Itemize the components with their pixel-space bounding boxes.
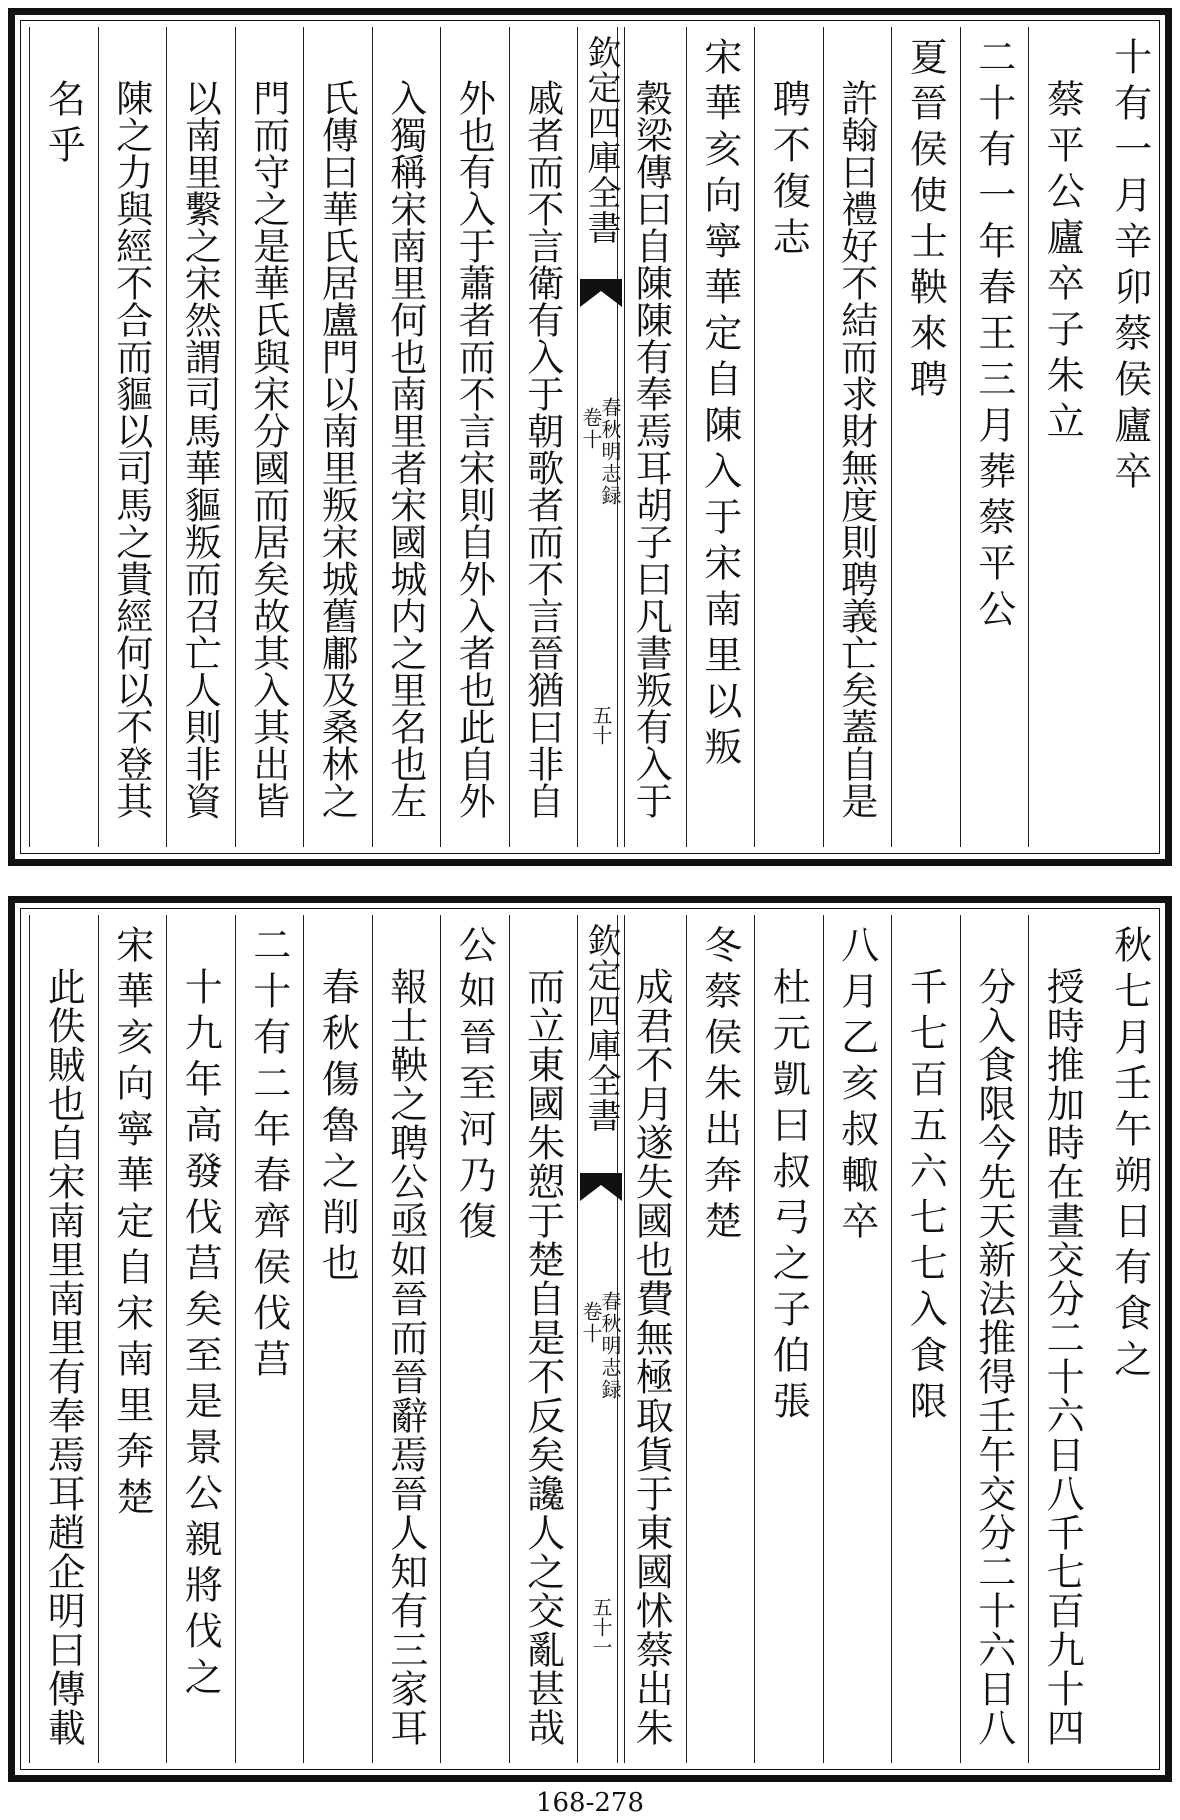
text-column <box>372 915 441 1763</box>
column-text: 穀梁傳曰自陳陳有奉焉耳胡子曰凡書叛有入于 <box>629 79 673 819</box>
column-text: 二十有一年春王三月葬蔡平公 <box>971 37 1016 635</box>
column-text: 春秋傷魯之削也 <box>315 967 360 1289</box>
text-column <box>1028 27 1097 847</box>
text-column <box>686 27 755 847</box>
column-text: 宋華亥向寧華定自宋南里奔楚 <box>109 925 154 1523</box>
text-column <box>440 27 509 847</box>
text-column <box>617 27 686 847</box>
column-text: 名乎 <box>41 79 86 171</box>
text-column <box>509 27 578 847</box>
text-column <box>1097 915 1166 1763</box>
chapter-title: 春秋明志録 <box>598 1291 622 1401</box>
text-column <box>823 27 892 847</box>
text-column <box>617 915 686 1763</box>
top-page-centre-band <box>577 27 625 847</box>
text-column <box>303 915 372 1763</box>
bottom-page-centre-band <box>577 915 625 1763</box>
book-title: 欽定四庫全書 <box>581 923 621 1133</box>
volume-label: 卷十 <box>579 407 603 451</box>
column-text: 門而守之是華氏與宋分國而居矣故其入其出皆 <box>246 79 290 819</box>
text-column <box>235 915 304 1763</box>
text-column <box>29 27 98 847</box>
text-column <box>372 27 441 847</box>
column-text: 分入食限今先天新法推得壬午交分二十六日八 <box>971 967 1016 1747</box>
column-text: 入獨稱宋南里何也南里者宋國城内之里名也左 <box>383 79 427 819</box>
bottom-page <box>8 896 1172 1782</box>
column-text: 千七百五六七七入食限 <box>903 967 948 1427</box>
column-text: 戚者而不言衛有入于朝歌者而不言晉猶曰非自 <box>520 79 564 819</box>
text-column <box>1097 27 1166 847</box>
column-text: 陳之力與經不合而貙以司馬之貴經何以不登其 <box>109 79 153 819</box>
text-column <box>891 27 960 847</box>
text-column <box>960 915 1029 1763</box>
top-page <box>8 8 1172 866</box>
text-column <box>754 27 823 847</box>
chapter-title: 春秋明志録 <box>598 397 622 507</box>
column-text: 外也有入于蕭者而不言宋則自外入者也此自外 <box>452 79 496 819</box>
column-text: 而立東國朱愬于楚自是不反矣讒人之交亂甚哉 <box>520 967 565 1747</box>
text-column <box>823 915 892 1763</box>
column-text: 冬蔡侯朱出奔楚 <box>697 925 742 1247</box>
text-column <box>1028 915 1097 1763</box>
column-text: 公如晉至河乃復 <box>452 925 497 1247</box>
text-column <box>754 915 823 1763</box>
column-text: 報士鞅之聘公亟如晉而晉辭焉晉人知有三家耳 <box>383 967 428 1747</box>
column-text: 授時推加時在晝交分二十六日八千七百九十四 <box>1040 967 1085 1747</box>
column-text: 夏晉侯使士鞅來聘 <box>903 37 948 405</box>
column-text: 十有一月辛卯蔡侯廬卒 <box>1107 37 1152 497</box>
column-text: 八月乙亥叔輙卒 <box>834 925 879 1247</box>
column-text: 二十有二年春齊侯伐莒 <box>246 925 291 1385</box>
text-column <box>98 915 167 1763</box>
text-column <box>960 27 1029 847</box>
leaf-number: 五十 <box>589 705 613 745</box>
footer-reference: 168-278 <box>535 1788 645 1818</box>
column-text: 許翰曰禮好不結而求財無度則聘義亡矣蓋自是 <box>834 79 878 819</box>
text-column <box>166 915 235 1763</box>
column-text: 氏傳曰華氏居盧門以南里叛宋城舊鄘及桑林之 <box>315 79 359 819</box>
book-title: 欽定四庫全書 <box>581 35 621 245</box>
text-column <box>303 27 372 847</box>
column-text: 此佚賊也自宋南里南里有奉焉耳趙企明曰傳載 <box>41 967 86 1747</box>
text-column <box>509 915 578 1763</box>
volume-label: 卷十 <box>579 1301 603 1345</box>
text-column <box>686 915 755 1763</box>
text-column <box>440 915 509 1763</box>
leaf-number: 五十一 <box>589 1597 613 1657</box>
column-text: 聘不復志 <box>766 79 811 263</box>
text-column <box>891 915 960 1763</box>
fishtail-ornament-icon <box>580 1173 622 1201</box>
text-column <box>166 27 235 847</box>
fishtail-ornament-icon <box>580 279 622 307</box>
text-column <box>29 915 98 1763</box>
column-text: 成君不月遂失國也費無極取貨于東國怵蔡出朱 <box>629 967 674 1747</box>
column-text: 十九年高發伐莒矣至是景公親將伐之 <box>178 967 223 1703</box>
column-text: 杜元凱曰叔弓之子伯張 <box>766 967 811 1427</box>
column-text: 宋華亥向寧華定自陳入于宋南里以叛 <box>697 37 742 773</box>
column-text: 秋七月壬午朔日有食之 <box>1107 925 1152 1385</box>
column-text: 蔡平公廬卒子朱立 <box>1040 79 1085 447</box>
column-text: 以南里繫之宋然謂司馬華貙叛而召亡人則非資 <box>178 79 222 819</box>
text-column <box>98 27 167 847</box>
text-column <box>235 27 304 847</box>
